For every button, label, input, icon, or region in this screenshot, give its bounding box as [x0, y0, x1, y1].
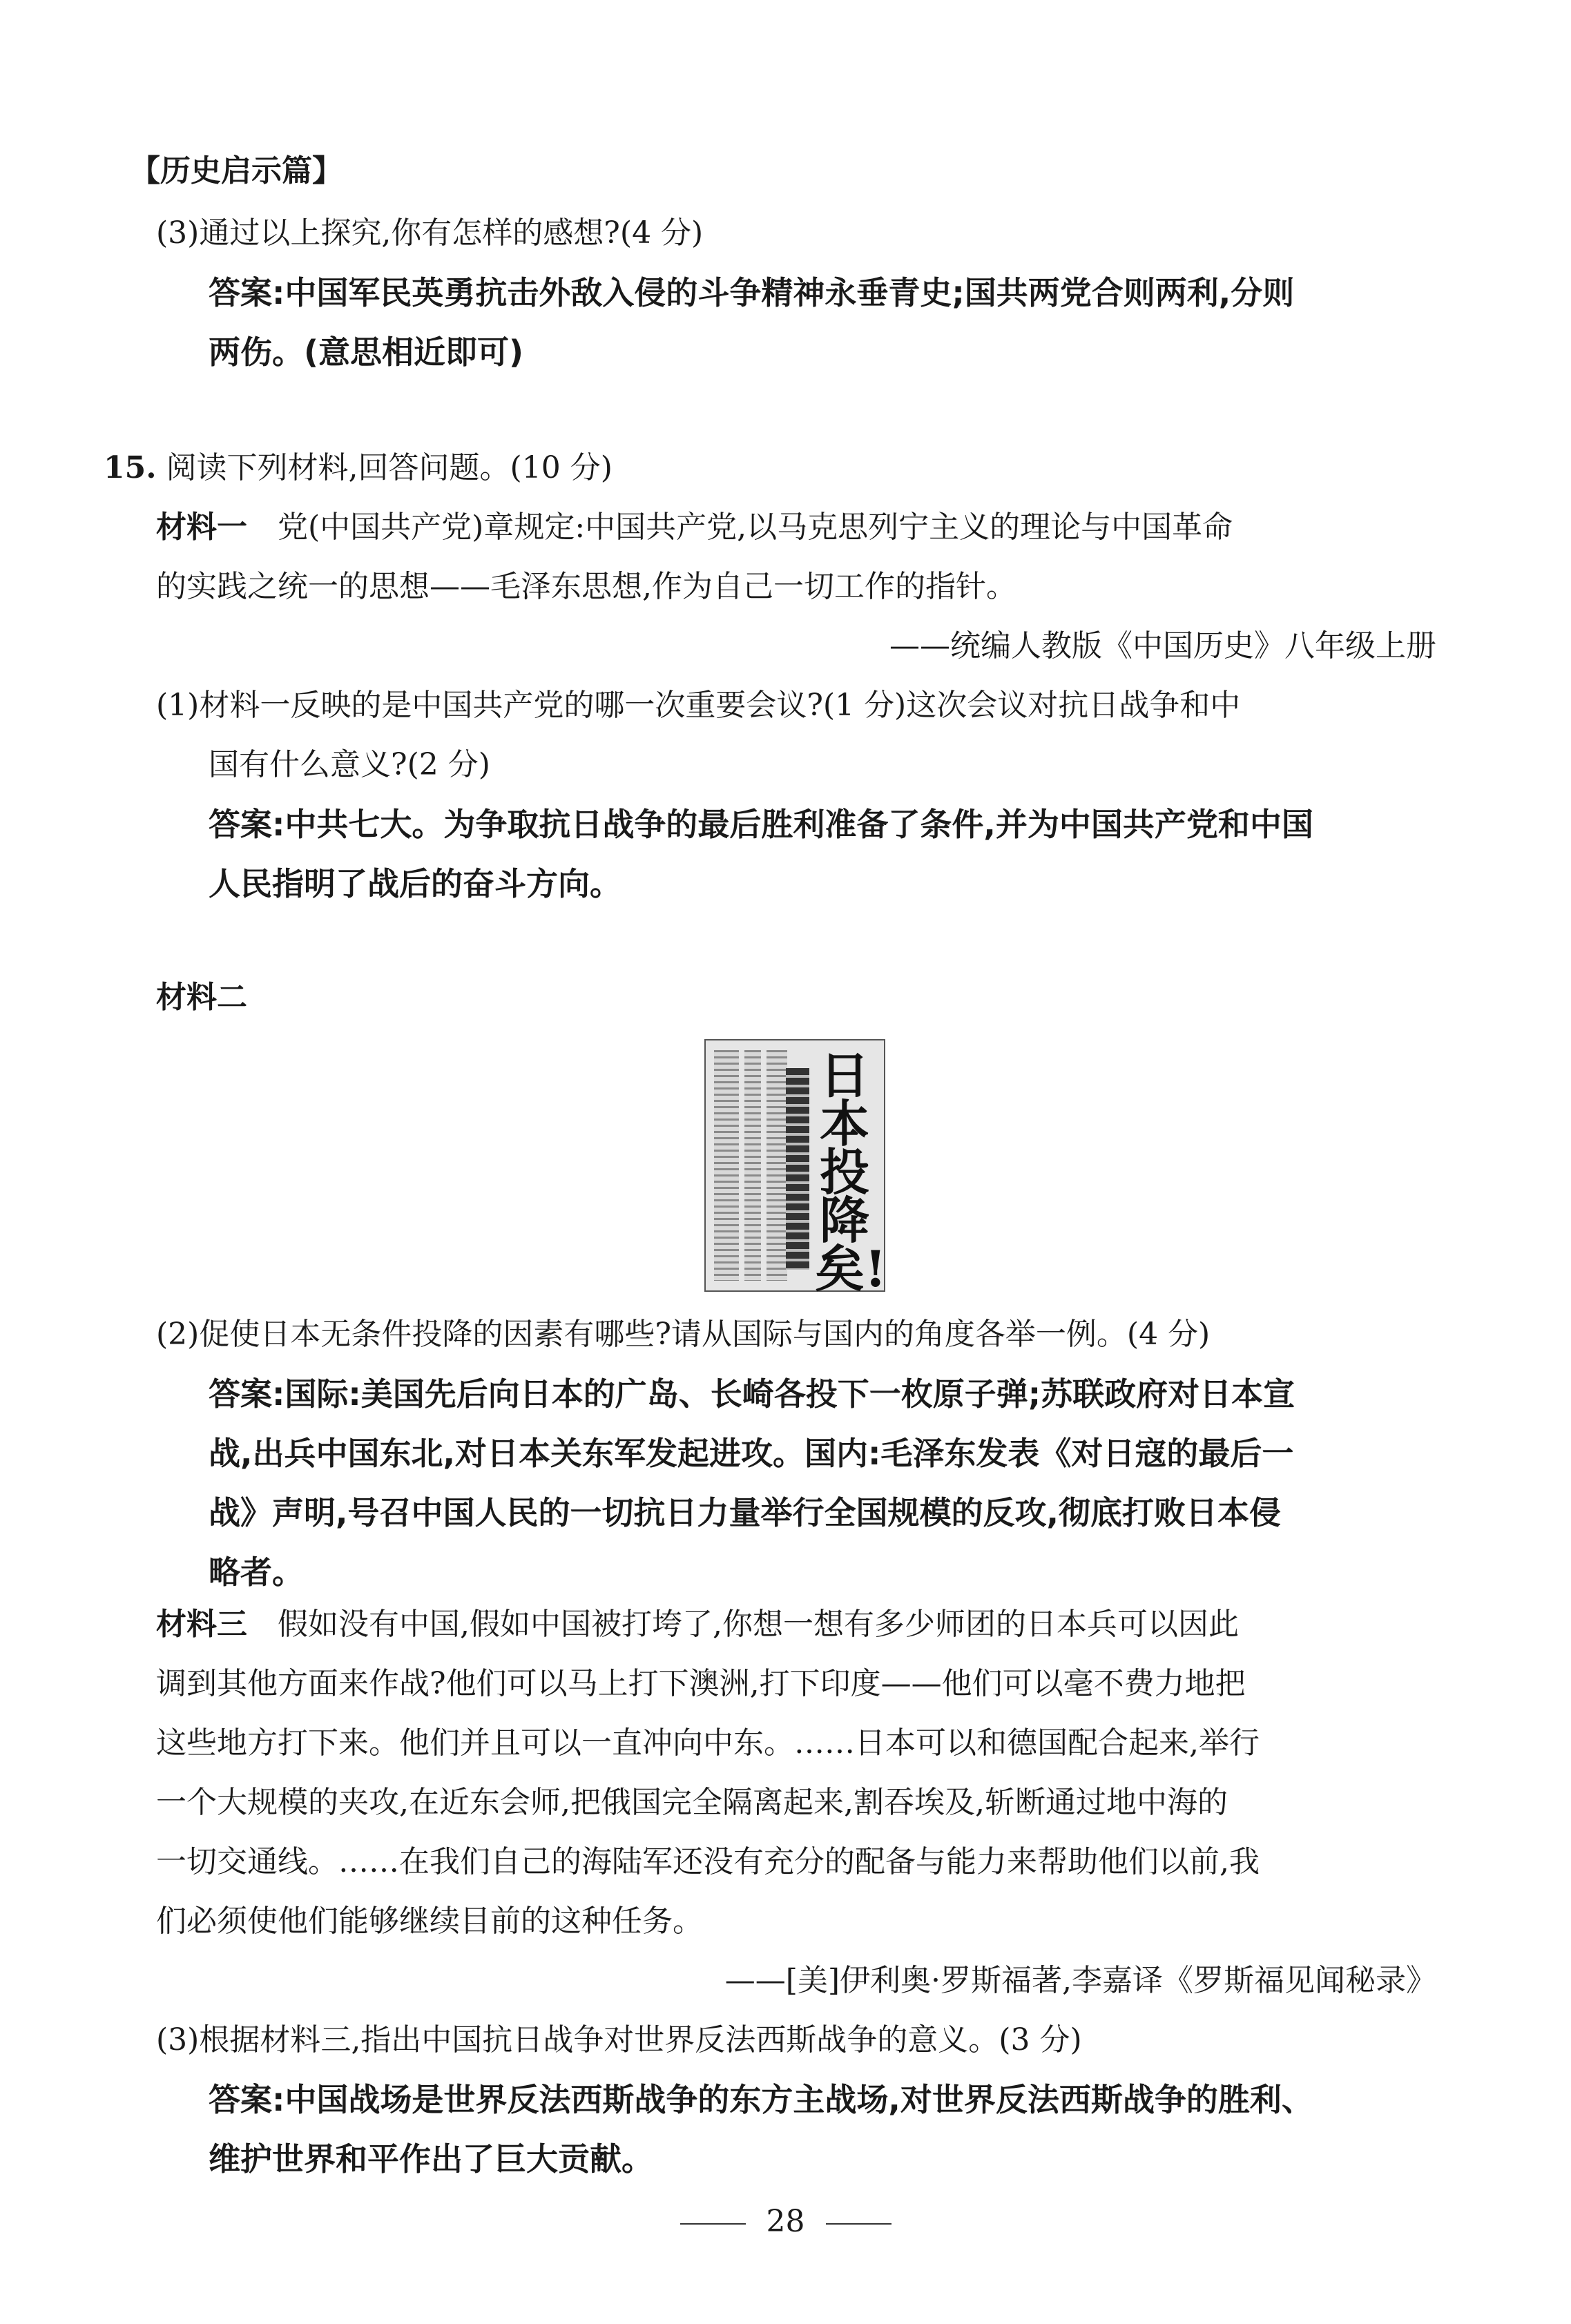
- material-1-line: [156, 498, 1233, 557]
- answer-line: 战,出兵中国东北,对日本关东军发起进攻。国内:毛泽东发表《对日寇的最后一: [209, 1435, 1294, 1472]
- question-prompt: 阅读下列材料,回答问题。(10 分): [166, 450, 613, 485]
- material-3-line: 们必须使他们能够继续目前的这种任务。: [156, 1904, 703, 1939]
- newspaper-headline: 日本投降矣!: [815, 1046, 887, 1298]
- answer-line: 答案:中国战场是世界反法西斯战争的东方主战场,对世界反法西斯战争的胜利、: [209, 2081, 1313, 2118]
- answer-line: 答案:国际:美国先后向日本的广岛、长崎各投下一枚原子弹;苏联政府对日本宣: [209, 1375, 1295, 1413]
- answer-line: 答案:中国军民英勇抗击外敌入侵的斗争精神永垂青史;国共两党合则两利,分则: [209, 274, 1295, 311]
- material-3-text: 假如没有中国,假如中国被打垮了,你想一想有多少师团的日本兵可以因此: [278, 1607, 1239, 1642]
- page-number-text: 28: [766, 2204, 805, 2239]
- section-header: 【历史启示篇】: [130, 153, 343, 188]
- material-3-line: 调到其他方面来作战?他们可以马上打下澳洲,打下印度——他们可以毫不费力地把: [156, 1666, 1246, 1701]
- material-3-label: 材料三: [156, 1607, 247, 1642]
- answer-line: 两伤。(意思相近即可): [209, 333, 524, 371]
- question-number: 15.: [104, 450, 157, 485]
- material-1-source: ——统编人教版《中国历史》八年级上册: [889, 628, 1436, 664]
- sub-question-3: (3)根据材料三,指出中国抗日战争对世界反法西斯战争的意义。(3 分): [156, 2022, 1082, 2057]
- answer-line: 人民指明了战后的奋斗方向。: [209, 865, 621, 902]
- sub-question-2: (2)促使日本无条件投降的因素有哪些?请从国际与国内的角度各举一例。(4 分): [156, 1317, 1211, 1352]
- sub-question-1-cont: 国有什么意义?(2 分): [209, 747, 490, 782]
- answer-line: 略者。: [209, 1553, 304, 1591]
- page-number: [0, 2204, 1571, 2239]
- sub-question-1: (1)材料一反映的是中国共产党的哪一次重要会议?(1 分)这次会议对抗日战争和中: [156, 688, 1241, 723]
- material-3-line: 这些地方打下来。他们并且可以一直冲向中东。……日本可以和德国配合起来,举行: [156, 1725, 1260, 1761]
- question-15: [104, 438, 613, 498]
- material-1-label: 材料一: [156, 510, 247, 545]
- material-1-text: 党(中国共产党)章规定:中国共产党,以马克思列宁主义的理论与中国革命: [278, 510, 1233, 545]
- material-1-line: 的实践之统一的思想——毛泽东思想,作为自己一切工作的指针。: [156, 569, 1016, 604]
- question-3-prev: (3)通过以上探究,你有怎样的感想?(4 分): [156, 215, 704, 251]
- material-3-line: 一个大规模的夹攻,在近东会师,把俄国完全隔离起来,割吞埃及,斩断通过地中海的: [156, 1785, 1228, 1820]
- material-3-source: ——[美]伊利奥·罗斯福著,李嘉译《罗斯福见闻秘录》: [724, 1963, 1436, 1998]
- answer-line: 答案:中共七大。为争取抗日战争的最后胜利准备了条件,并为中国共产党和中国: [209, 806, 1313, 843]
- answer-line: 战》声明,号召中国人民的一切抗日力量举行全国规模的反攻,彻底打败日本侵: [209, 1494, 1281, 1531]
- material-3-line: 一切交通线。……在我们自己的海陆军还没有充分的配备与能力来帮助他们以前,我: [156, 1844, 1260, 1879]
- material-3-line: [156, 1595, 1239, 1654]
- newspaper-photo: [704, 1039, 887, 1298]
- answer-line: 维护世界和平作出了巨大贡献。: [209, 2140, 653, 2178]
- material-2-label: 材料二: [156, 980, 247, 1015]
